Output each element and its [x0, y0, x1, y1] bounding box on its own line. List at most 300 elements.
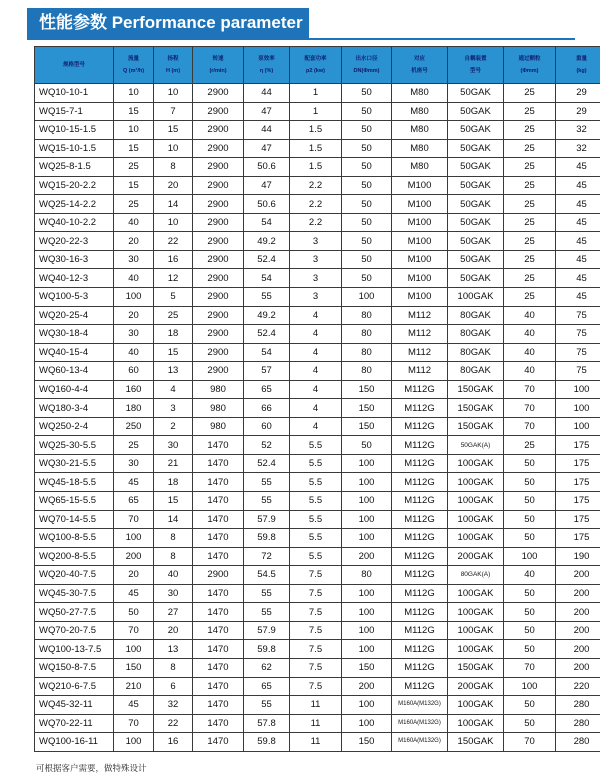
table-cell: 30: [114, 250, 154, 269]
table-cell: 7.5: [290, 640, 342, 659]
table-cell: 80GAK: [448, 362, 504, 381]
table-cell: 150: [342, 417, 392, 436]
table-cell: 25: [504, 195, 556, 214]
table-cell: 70: [114, 510, 154, 529]
table-cell: WQ65-15-5.5: [35, 492, 114, 511]
table-cell: 18: [154, 473, 193, 492]
table-cell: 1.5: [290, 158, 342, 177]
table-header: [35, 47, 600, 84]
table-row: [35, 566, 600, 585]
table-cell: 25: [504, 158, 556, 177]
table-cell: 150GAK: [448, 399, 504, 418]
table-cell: 2900: [193, 306, 244, 325]
table-cell: 45: [556, 288, 600, 307]
table-cell: 25: [504, 288, 556, 307]
table-cell: 57.8: [244, 714, 290, 733]
table-cell: M112: [392, 306, 448, 325]
footnote: 可根据客户需要，做特殊设计: [36, 763, 147, 773]
column-header: [556, 47, 600, 84]
table-row: [35, 139, 600, 158]
table-cell: 22: [154, 232, 193, 251]
table-cell: 100GAK: [448, 473, 504, 492]
table-cell: 100: [504, 677, 556, 696]
table-cell: 200: [342, 677, 392, 696]
table-cell: WQ40-15-4: [35, 343, 114, 362]
table-row: [35, 195, 600, 214]
table-cell: 100GAK: [448, 454, 504, 473]
table-cell: 100GAK: [448, 492, 504, 511]
table-row: [35, 269, 600, 288]
table-cell: 50: [504, 529, 556, 548]
table-cell: 200: [556, 603, 600, 622]
table-cell: 80: [342, 362, 392, 381]
column-header: [35, 47, 114, 84]
table-cell: 100: [342, 603, 392, 622]
table-cell: 100: [114, 733, 154, 752]
table-cell: WQ50-27-7.5: [35, 603, 114, 622]
table-cell: M112G: [392, 417, 448, 436]
table-cell: 59.8: [244, 529, 290, 548]
table-cell: 1470: [193, 696, 244, 715]
table-cell: 47: [244, 139, 290, 158]
table-cell: 50GAK(A): [448, 436, 504, 455]
column-header: [244, 47, 290, 84]
table-cell: 45: [556, 176, 600, 195]
table-cell: 5.5: [290, 529, 342, 548]
table-row: [35, 603, 600, 622]
table-cell: 200GAK: [448, 547, 504, 566]
table-cell: 4: [290, 399, 342, 418]
table-cell: 100: [342, 473, 392, 492]
table-cell: 25: [114, 195, 154, 214]
table-cell: 40: [504, 325, 556, 344]
table-cell: 55: [244, 603, 290, 622]
table-cell: 40: [114, 343, 154, 362]
table-row: [35, 640, 600, 659]
table-cell: 50GAK: [448, 176, 504, 195]
table-cell: 22: [154, 714, 193, 733]
table-cell: 2900: [193, 213, 244, 232]
table-cell: 49.2: [244, 306, 290, 325]
table-cell: 50GAK: [448, 158, 504, 177]
table-cell: WQ250-2-4: [35, 417, 114, 436]
table-cell: 7.5: [290, 566, 342, 585]
table-row: [35, 584, 600, 603]
column-header-label: 流量: [127, 56, 139, 62]
table-cell: WQ60-13-4: [35, 362, 114, 381]
table-cell: WQ100-5-3: [35, 288, 114, 307]
table-cell: 50: [504, 492, 556, 511]
table-row: [35, 84, 600, 103]
table-cell: M80: [392, 139, 448, 158]
table-cell: M112G: [392, 677, 448, 696]
table-cell: 80GAK: [448, 325, 504, 344]
table-cell: WQ210-6-7.5: [35, 677, 114, 696]
table-cell: 50.6: [244, 158, 290, 177]
table-cell: 59.8: [244, 640, 290, 659]
table-cell: 25: [154, 306, 193, 325]
table-cell: 1470: [193, 714, 244, 733]
table-row: [35, 306, 600, 325]
table-cell: 55: [244, 696, 290, 715]
table-cell: 45: [114, 584, 154, 603]
table-row: [35, 473, 600, 492]
table-cell: 175: [556, 436, 600, 455]
table-cell: 100: [114, 288, 154, 307]
table-cell: 2: [154, 417, 193, 436]
table-cell: 2900: [193, 176, 244, 195]
table-cell: 45: [556, 269, 600, 288]
table-cell: WQ45-18-5.5: [35, 473, 114, 492]
table-cell: 1: [290, 84, 342, 103]
table-cell: 2.2: [290, 195, 342, 214]
table-cell: 2900: [193, 566, 244, 585]
table-cell: 100: [556, 399, 600, 418]
table-cell: 200: [556, 584, 600, 603]
table-cell: 20: [114, 306, 154, 325]
table-cell: 55: [244, 288, 290, 307]
table-row: [35, 158, 600, 177]
table-cell: 40: [154, 566, 193, 585]
table-cell: 55: [244, 473, 290, 492]
table-cell: 2900: [193, 139, 244, 158]
table-cell: 5.5: [290, 547, 342, 566]
table-cell: 20: [114, 566, 154, 585]
table-cell: 1470: [193, 436, 244, 455]
table-cell: M100: [392, 250, 448, 269]
table-cell: 1470: [193, 733, 244, 752]
table-cell: 4: [290, 380, 342, 399]
table-cell: 50: [342, 121, 392, 140]
table-cell: 2900: [193, 102, 244, 121]
table-cell: M112G: [392, 492, 448, 511]
table-cell: 5.5: [290, 436, 342, 455]
table-cell: 54: [244, 343, 290, 362]
table-cell: 72: [244, 547, 290, 566]
table-cell: 8: [154, 158, 193, 177]
table-cell: 2900: [193, 288, 244, 307]
table-cell: 47: [244, 102, 290, 121]
table-cell: WQ30-16-3: [35, 250, 114, 269]
table-cell: WQ70-22-11: [35, 714, 114, 733]
table-cell: 200: [114, 547, 154, 566]
table-cell: 45: [114, 696, 154, 715]
table-cell: 2900: [193, 84, 244, 103]
table-cell: 100GAK: [448, 603, 504, 622]
table-cell: 2900: [193, 121, 244, 140]
table-cell: M112G: [392, 510, 448, 529]
table-cell: 25: [504, 102, 556, 121]
table-row: [35, 733, 600, 752]
table-cell: 15: [154, 492, 193, 511]
table-cell: 80: [342, 325, 392, 344]
table-row: [35, 380, 600, 399]
table-cell: 65: [244, 380, 290, 399]
table-cell: 150GAK: [448, 417, 504, 436]
table-cell: WQ20-22-3: [35, 232, 114, 251]
table-cell: 29: [556, 84, 600, 103]
table-cell: 50: [504, 454, 556, 473]
table-cell: 25: [504, 139, 556, 158]
table-cell: 5.5: [290, 510, 342, 529]
table-cell: 8: [154, 547, 193, 566]
table-cell: 150: [342, 380, 392, 399]
table-cell: 150GAK: [448, 658, 504, 677]
table-cell: 15: [114, 176, 154, 195]
table-cell: M112G: [392, 380, 448, 399]
table-cell: WQ180-3-4: [35, 399, 114, 418]
table-cell: WQ15-10-1.5: [35, 139, 114, 158]
table-cell: 50: [342, 195, 392, 214]
table-cell: 14: [154, 510, 193, 529]
table-cell: 30: [114, 325, 154, 344]
table-cell: 32: [556, 139, 600, 158]
table-cell: 13: [154, 362, 193, 381]
table-cell: 50GAK: [448, 269, 504, 288]
table-cell: 1: [290, 102, 342, 121]
table-cell: 4: [290, 417, 342, 436]
table-cell: 175: [556, 529, 600, 548]
table-cell: 3: [290, 232, 342, 251]
table-cell: 1470: [193, 510, 244, 529]
table-cell: 30: [114, 454, 154, 473]
table-cell: 50: [504, 640, 556, 659]
table-cell: 4: [290, 325, 342, 344]
title-rule: [27, 38, 575, 40]
table-cell: 150GAK: [448, 733, 504, 752]
column-header: [114, 47, 154, 84]
table-row: [35, 454, 600, 473]
table-cell: 50: [342, 176, 392, 195]
table-cell: 50: [504, 603, 556, 622]
table-row: [35, 621, 600, 640]
table-cell: M160A(M132G): [392, 714, 448, 733]
table-cell: 62: [244, 658, 290, 677]
table-cell: 70: [504, 733, 556, 752]
table-cell: 50GAK: [448, 232, 504, 251]
table-cell: 75: [556, 343, 600, 362]
table-cell: 100: [342, 510, 392, 529]
table-cell: 25: [504, 269, 556, 288]
table-cell: 280: [556, 733, 600, 752]
table-cell: 1470: [193, 677, 244, 696]
table-cell: 75: [556, 306, 600, 325]
table-cell: M112: [392, 343, 448, 362]
table-cell: 20: [114, 232, 154, 251]
table-cell: 150GAK: [448, 380, 504, 399]
table-cell: WQ30-18-4: [35, 325, 114, 344]
table-cell: M100: [392, 176, 448, 195]
table-cell: 100GAK: [448, 621, 504, 640]
table-cell: 20: [154, 621, 193, 640]
column-header-unit: 机座号: [411, 68, 428, 74]
table-cell: 55: [244, 492, 290, 511]
table-cell: 50GAK: [448, 250, 504, 269]
table-cell: 100: [114, 640, 154, 659]
table-cell: 50: [504, 621, 556, 640]
table-cell: 75: [556, 325, 600, 344]
column-header-label: 配套功率: [304, 56, 327, 62]
table-cell: 50: [342, 436, 392, 455]
column-header-label: 对应: [413, 56, 425, 62]
table-cell: WQ160-4-4: [35, 380, 114, 399]
table-cell: 2900: [193, 362, 244, 381]
table-cell: 1470: [193, 640, 244, 659]
table-cell: 175: [556, 473, 600, 492]
table-cell: 25: [114, 158, 154, 177]
table-cell: WQ100-8-5.5: [35, 529, 114, 548]
table-cell: WQ150-8-7.5: [35, 658, 114, 677]
table-cell: 45: [556, 213, 600, 232]
table-row: [35, 250, 600, 269]
table-cell: WQ45-30-7.5: [35, 584, 114, 603]
table-cell: 100: [342, 492, 392, 511]
column-header-unit: Q (m³/h): [122, 68, 145, 74]
table-cell: M112G: [392, 529, 448, 548]
table-cell: 3: [290, 250, 342, 269]
section-title: 性能参数 Performance parameter: [27, 8, 309, 38]
table-cell: 50: [504, 714, 556, 733]
table-cell: 80: [342, 343, 392, 362]
column-header-unit: (Φmm): [520, 68, 539, 74]
table-cell: 65: [244, 677, 290, 696]
table-cell: WQ70-20-7.5: [35, 621, 114, 640]
table-cell: 13: [154, 640, 193, 659]
table-cell: 150: [342, 399, 392, 418]
table-cell: WQ10-15-1.5: [35, 121, 114, 140]
table-cell: M100: [392, 232, 448, 251]
table-cell: 3: [154, 399, 193, 418]
table-cell: 10: [154, 213, 193, 232]
column-header-unit: (r/min): [209, 68, 227, 74]
table-cell: 15: [114, 102, 154, 121]
table-cell: 52.4: [244, 250, 290, 269]
table-row: [35, 677, 600, 696]
table-cell: 15: [154, 121, 193, 140]
table-cell: 220: [556, 677, 600, 696]
table-row: [35, 510, 600, 529]
table-cell: WQ20-40-7.5: [35, 566, 114, 585]
table-cell: 1470: [193, 454, 244, 473]
table-cell: 70: [504, 417, 556, 436]
table-cell: 100: [556, 417, 600, 436]
table-cell: 1.5: [290, 121, 342, 140]
table-cell: 52.4: [244, 325, 290, 344]
table-cell: WQ25-14-2.2: [35, 195, 114, 214]
table-cell: M112G: [392, 640, 448, 659]
table-cell: 52: [244, 436, 290, 455]
table-cell: 54: [244, 269, 290, 288]
table-cell: 27: [154, 603, 193, 622]
table-cell: 25: [504, 213, 556, 232]
table-cell: WQ100-16-11: [35, 733, 114, 752]
table-row: [35, 658, 600, 677]
table-row: [35, 325, 600, 344]
table-cell: 280: [556, 696, 600, 715]
table-cell: 2.2: [290, 176, 342, 195]
table-cell: 50: [342, 250, 392, 269]
table-row: [35, 362, 600, 381]
column-header: [392, 47, 448, 84]
column-header-label: 出水口径: [355, 56, 378, 62]
table-cell: 11: [290, 696, 342, 715]
table-cell: 11: [290, 714, 342, 733]
table-cell: 100: [504, 547, 556, 566]
table-cell: 100: [342, 584, 392, 603]
table-cell: 100: [342, 696, 392, 715]
table-row: [35, 714, 600, 733]
table-cell: 5.5: [290, 454, 342, 473]
table-cell: M160A(M132G): [392, 733, 448, 752]
table-cell: 3: [290, 269, 342, 288]
table-row: [35, 232, 600, 251]
table-cell: 25: [504, 176, 556, 195]
table-cell: 65: [114, 492, 154, 511]
table-cell: 70: [114, 621, 154, 640]
table-cell: 100GAK: [448, 510, 504, 529]
table-cell: WQ70-14-5.5: [35, 510, 114, 529]
table-cell: 47: [244, 176, 290, 195]
table-cell: 4: [154, 380, 193, 399]
table-cell: 210: [114, 677, 154, 696]
table-cell: 60: [244, 417, 290, 436]
table-cell: 14: [154, 195, 193, 214]
column-header-label: 规格型号: [62, 62, 85, 68]
column-header: [504, 47, 556, 84]
table-row: [35, 102, 600, 121]
table-cell: 1470: [193, 603, 244, 622]
table-cell: WQ10-10-1: [35, 84, 114, 103]
table-cell: 10: [154, 139, 193, 158]
column-header: [154, 47, 193, 84]
table-cell: 25: [504, 121, 556, 140]
table-cell: 100GAK: [448, 529, 504, 548]
table-cell: M112G: [392, 547, 448, 566]
table-cell: 25: [504, 436, 556, 455]
table-cell: 45: [556, 158, 600, 177]
table-cell: 57.9: [244, 621, 290, 640]
table-cell: M112G: [392, 658, 448, 677]
table-cell: 200: [556, 640, 600, 659]
table-cell: M112G: [392, 603, 448, 622]
column-header: [342, 47, 392, 84]
table-cell: 75: [556, 362, 600, 381]
table-cell: 54.5: [244, 566, 290, 585]
table-cell: 2900: [193, 250, 244, 269]
table-cell: 44: [244, 84, 290, 103]
table-cell: M100: [392, 269, 448, 288]
column-header-label: 转速: [212, 56, 224, 62]
table-cell: 45: [556, 250, 600, 269]
table-cell: 980: [193, 417, 244, 436]
table-cell: 40: [114, 269, 154, 288]
table-cell: 40: [504, 306, 556, 325]
column-header-unit: H (m): [165, 68, 181, 74]
table-cell: 1470: [193, 529, 244, 548]
table-cell: 2.2: [290, 213, 342, 232]
table-cell: 3: [290, 288, 342, 307]
table-cell: 57.9: [244, 510, 290, 529]
table-cell: 100: [342, 714, 392, 733]
table-cell: 50: [114, 603, 154, 622]
table-cell: 150: [114, 658, 154, 677]
table-cell: M112G: [392, 584, 448, 603]
table-cell: 70: [504, 399, 556, 418]
table-cell: 1.5: [290, 139, 342, 158]
table-cell: 25: [504, 84, 556, 103]
table-cell: 12: [154, 269, 193, 288]
table-row: [35, 696, 600, 715]
